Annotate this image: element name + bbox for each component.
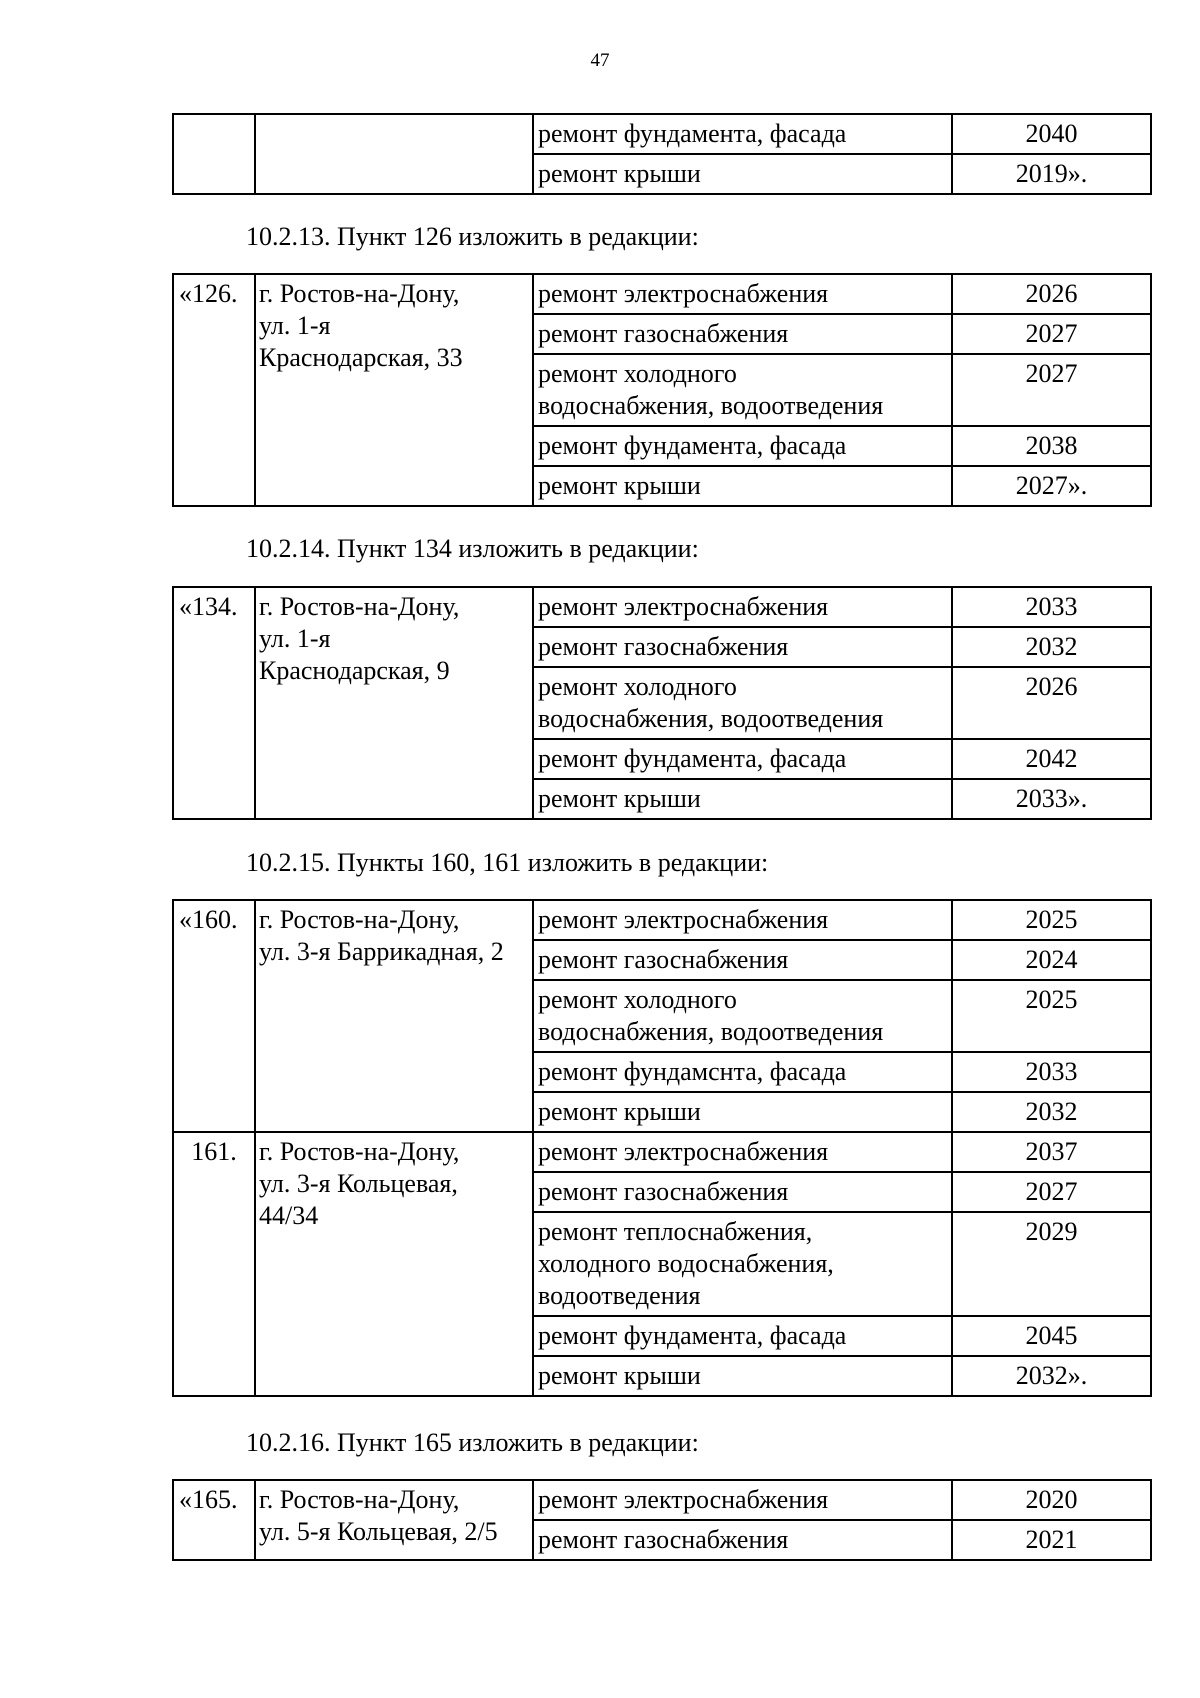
work-year: 2037 xyxy=(952,1132,1151,1172)
item-number: «126. xyxy=(173,274,255,506)
work-year: 2042 xyxy=(952,739,1151,779)
work-year: 2021 xyxy=(952,1520,1151,1560)
address-line: г. Ростов-на-Дону, xyxy=(259,905,460,934)
work-year: 2029 xyxy=(952,1212,1151,1316)
work-type: ремонт газоснабжения xyxy=(533,1520,952,1560)
work-type xyxy=(533,354,952,426)
work-year: 2027 xyxy=(952,314,1151,354)
work-year: 2026 xyxy=(952,274,1151,314)
work-type: ремонт газоснабжения xyxy=(533,627,952,667)
address-line: г. Ростов-на-Дону, xyxy=(259,1485,460,1514)
address-line: Краснодарская, 9 xyxy=(259,656,450,685)
work-year: 2045 xyxy=(952,1316,1151,1356)
work-type: ремонт крыши xyxy=(533,154,952,194)
item-number xyxy=(173,114,255,194)
work-line: водоотведения xyxy=(538,1281,701,1310)
section-heading-10-2-16: 10.2.16. Пункт 165 изложить в редакции: xyxy=(246,1428,699,1457)
work-year: 2019». xyxy=(952,154,1151,194)
section-heading-10-2-15: 10.2.15. Пункты 160, 161 изложить в редакции: xyxy=(246,848,769,877)
work-year: 2027». xyxy=(952,466,1151,506)
item-number: «165. xyxy=(173,1480,255,1560)
work-type: ремонт фундамента, фасада xyxy=(533,739,952,779)
repair-schedule-table xyxy=(172,273,1152,507)
repair-schedule-table xyxy=(172,899,1152,1397)
work-type: ремонт фундамента, фасада xyxy=(533,426,952,466)
item-number: «160. xyxy=(173,900,255,1132)
work-type: ремонт газоснабжения xyxy=(533,940,952,980)
work-year: 2038 xyxy=(952,426,1151,466)
work-line: ремонт холодного xyxy=(538,672,737,701)
work-type: ремонт электроснабжения xyxy=(533,587,952,627)
table-row xyxy=(173,587,1151,627)
table-block-134 xyxy=(172,586,1150,820)
work-type: ремонт электроснабжения xyxy=(533,900,952,940)
address-line: г. Ростов-на-Дону, xyxy=(259,279,460,308)
work-year: 2040 xyxy=(952,114,1151,154)
work-type: ремонт электроснабжения xyxy=(533,1480,952,1520)
table-block-126 xyxy=(172,273,1150,507)
section-heading-10-2-14: 10.2.14. Пункт 134 изложить в редакции: xyxy=(246,534,699,563)
work-line: водоснабжения, водоотведения xyxy=(538,704,884,733)
table-row xyxy=(173,114,1151,154)
table-block-continuation xyxy=(172,113,1150,195)
work-year: 2024 xyxy=(952,940,1151,980)
work-year: 2032». xyxy=(952,1356,1151,1396)
address-line: 44/34 xyxy=(259,1201,319,1230)
address-line: г. Ростов-на-Дону, xyxy=(259,592,460,621)
item-address xyxy=(255,587,533,819)
work-year: 2033». xyxy=(952,779,1151,819)
work-line: холодного водоснабжения, xyxy=(538,1249,834,1278)
table-row xyxy=(173,1132,1151,1172)
work-line: ремонт холодного xyxy=(538,985,737,1014)
work-year: 2025 xyxy=(952,980,1151,1052)
work-type: ремонт крыши xyxy=(533,466,952,506)
work-year: 2033 xyxy=(952,587,1151,627)
work-line: ремонт теплоснабжения, xyxy=(538,1217,813,1246)
address-line: ул. 1-я xyxy=(259,624,331,653)
item-number: «134. xyxy=(173,587,255,819)
repair-schedule-table xyxy=(172,1479,1152,1561)
work-year: 2027 xyxy=(952,354,1151,426)
work-type xyxy=(533,1212,952,1316)
work-type: ремонт крыши xyxy=(533,1356,952,1396)
address-line: ул. 1-я xyxy=(259,311,331,340)
address-line: г. Ростов-на-Дону, xyxy=(259,1137,460,1166)
work-type: ремонт фундамента, фасада xyxy=(533,114,952,154)
work-type xyxy=(533,980,952,1052)
address-line: ул. 3-я Кольцевая, xyxy=(259,1169,458,1198)
table-row xyxy=(173,1480,1151,1520)
item-address xyxy=(255,274,533,506)
work-year: 2032 xyxy=(952,1092,1151,1132)
work-line: ремонт холодного xyxy=(538,359,737,388)
work-year: 2020 xyxy=(952,1480,1151,1520)
table-row xyxy=(173,900,1151,940)
work-type xyxy=(533,667,952,739)
work-type: ремонт крыши xyxy=(533,1092,952,1132)
table-row xyxy=(173,274,1151,314)
repair-schedule-table xyxy=(172,586,1152,820)
work-type: ремонт электроснабжения xyxy=(533,1132,952,1172)
work-year: 2033 xyxy=(952,1052,1151,1092)
item-address xyxy=(255,1132,533,1396)
table-block-165 xyxy=(172,1479,1150,1561)
table-block-160-161 xyxy=(172,899,1150,1397)
address-line: ул. 5-я Кольцевая, 2/5 xyxy=(259,1517,498,1546)
repair-schedule-table xyxy=(172,113,1152,195)
work-type: ремонт газоснабжения xyxy=(533,1172,952,1212)
item-number: 161. xyxy=(173,1132,255,1396)
section-heading-10-2-13: 10.2.13. Пункт 126 изложить в редакции: xyxy=(246,222,699,251)
page-number: 47 xyxy=(590,50,610,71)
address-line: Краснодарская, 33 xyxy=(259,343,463,372)
work-type: ремонт электроснабжения xyxy=(533,274,952,314)
work-type: ремонт фундамснта, фасада xyxy=(533,1052,952,1092)
item-address xyxy=(255,114,533,194)
work-line: водоснабжения, водоотведения xyxy=(538,391,884,420)
work-type: ремонт газоснабжения xyxy=(533,314,952,354)
work-line: водоснабжения, водоотведения xyxy=(538,1017,884,1046)
work-type: ремонт фундамента, фасада xyxy=(533,1316,952,1356)
item-address xyxy=(255,900,533,1132)
work-type: ремонт крыши xyxy=(533,779,952,819)
work-year: 2032 xyxy=(952,627,1151,667)
address-line: ул. 3-я Баррикадная, 2 xyxy=(259,937,504,966)
work-year: 2025 xyxy=(952,900,1151,940)
work-year: 2026 xyxy=(952,667,1151,739)
item-address xyxy=(255,1480,533,1560)
work-year: 2027 xyxy=(952,1172,1151,1212)
